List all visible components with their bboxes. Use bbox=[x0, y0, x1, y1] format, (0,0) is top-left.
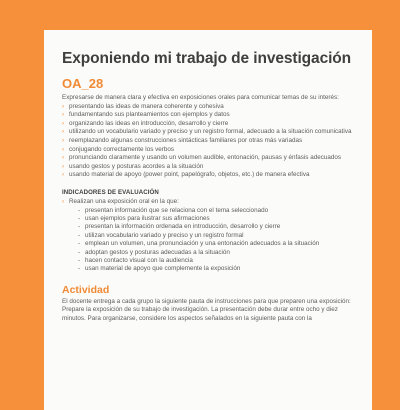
objective-item: › fundamentando sus planteamientos con ejemplos y datos bbox=[62, 111, 230, 119]
chevron-right-icon: › bbox=[62, 137, 64, 144]
dash-icon: - bbox=[78, 248, 81, 256]
objective-text: Expresarse de manera clara y efectiva en exposiciones orales para comunicar temas de su interés: bbox=[62, 94, 339, 101]
indicator-item: - hacen contacto visual con la audiencia bbox=[78, 256, 193, 264]
dash-icon: - bbox=[78, 206, 81, 214]
chevron-right-icon: › bbox=[62, 146, 64, 153]
indicator-item: - usan ejemplos para ilustrar sus afirmaciones bbox=[78, 214, 210, 222]
indicator-item: - utilizan vocabulario variado y preciso y un registro formal bbox=[78, 231, 244, 239]
objective-list bbox=[62, 103, 356, 180]
indicator-item: - emplean un volumen, una pronunciación y una entonación adecuados a la situación bbox=[78, 240, 320, 248]
indicator-item: - adoptan gestos y posturas adecuadas a la situación bbox=[78, 248, 230, 256]
activity-paragraph: Prepare la exposición de su trabajo de investigación. La presentación debe durar entre ocho y diez minutos. Para organizarse, considere los aspectos señalados en la siguiente pauta con la bbox=[62, 306, 338, 322]
chevron-right-icon: › bbox=[62, 163, 64, 170]
page-title: Exponiendo mi trabajo de investigación bbox=[62, 50, 352, 67]
indicator-list bbox=[62, 207, 356, 274]
dash-icon: - bbox=[78, 231, 81, 239]
objective-item: › usando material de apoyo (power point, papelógrafo, objetos, etc.) de manera efectiva bbox=[62, 171, 310, 179]
dash-icon: - bbox=[78, 240, 81, 248]
objective-item: › usando gestos y posturas acordes a la situación bbox=[62, 162, 204, 170]
objective-item: › conjugando correctamente los verbos bbox=[62, 145, 175, 153]
indicators-heading: INDICADORES DE EVALUACIÓN bbox=[62, 188, 159, 196]
chevron-right-icon: › bbox=[62, 198, 64, 205]
document-card bbox=[44, 30, 372, 410]
objective-item: › presentando las ideas de manera coherente y cohesiva bbox=[62, 102, 224, 110]
objective-item: › pronunciando claramente y usando un volumen audible, entonación, pausas y énfasis adecuados bbox=[62, 154, 342, 162]
indicator-intro: › Realizan una exposición oral en la que: bbox=[62, 197, 179, 205]
activity-paragraph: El docente entrega a cada grupo la siguiente pauta de instrucciones para que preparen una exposición: bbox=[62, 297, 351, 305]
dash-icon: - bbox=[78, 223, 81, 231]
oa-code: OA_28 bbox=[62, 76, 104, 91]
dash-icon: - bbox=[78, 214, 81, 222]
objective-item: › reemplazando algunas construcciones sintácticas familiares por otras más variadas bbox=[62, 136, 303, 144]
indicator-intro-list bbox=[62, 198, 356, 207]
chevron-right-icon: › bbox=[62, 155, 64, 162]
indicator-item: - presentan la información ordenada en introducción, desarrollo y cierre bbox=[78, 223, 281, 231]
chevron-right-icon: › bbox=[62, 172, 64, 179]
objective-item: › utilizando un vocabulario variado y preciso y un registro formal, adecuado a la situación comunicativa bbox=[62, 128, 352, 136]
indicator-item: - presentan información que se relaciona con el tema seleccionado bbox=[78, 206, 269, 214]
dash-icon: - bbox=[78, 256, 81, 264]
chevron-right-icon: › bbox=[62, 129, 64, 136]
chevron-right-icon: › bbox=[62, 112, 64, 119]
dash-icon: - bbox=[78, 265, 81, 273]
objective-item: › organizando las ideas en introducción, desarrollo y cierre bbox=[62, 119, 229, 127]
chevron-right-icon: › bbox=[62, 120, 64, 127]
activity-title: Actividad bbox=[62, 283, 110, 296]
chevron-right-icon: › bbox=[62, 103, 64, 110]
indicator-item: - usan material de apoyo que complemente la exposición bbox=[78, 265, 241, 273]
